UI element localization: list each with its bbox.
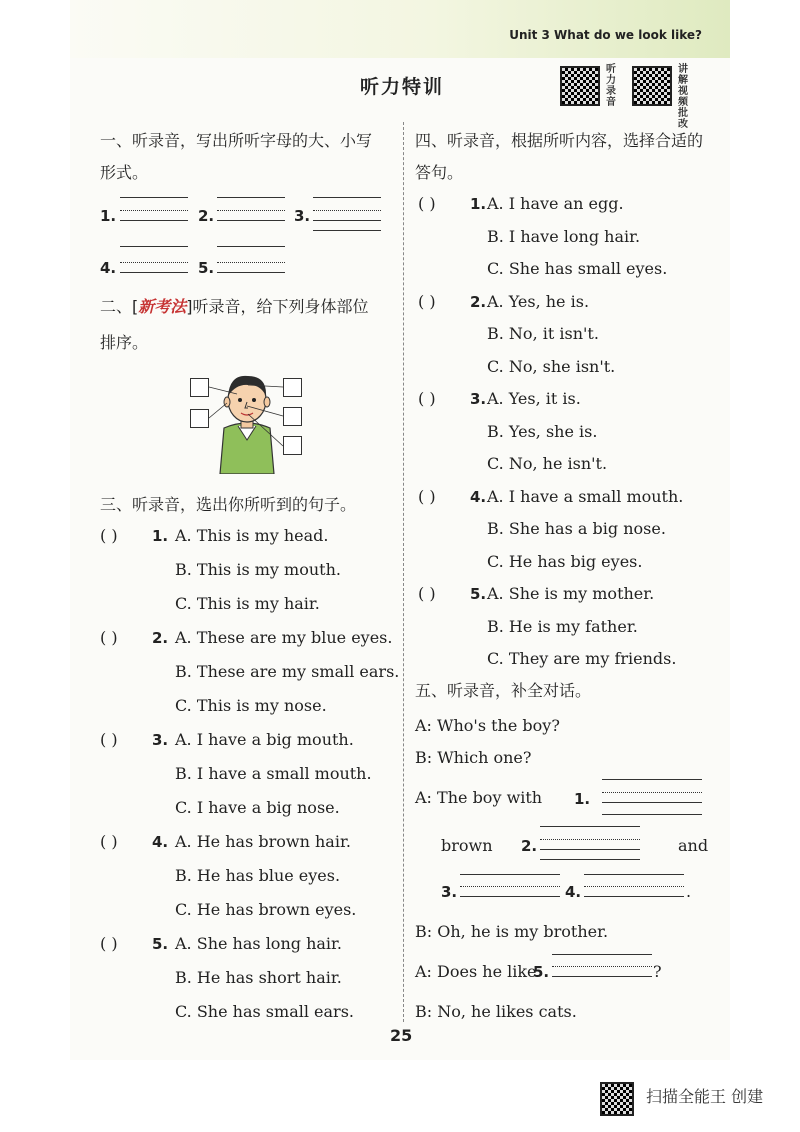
answer-line[interactable]	[120, 246, 188, 247]
sec3-option: C. She has small ears.	[175, 1002, 354, 1021]
answer-line[interactable]	[313, 197, 381, 198]
blank-number-1: 1.	[574, 790, 591, 808]
page-title: 听力特训	[360, 76, 445, 98]
answer-line[interactable]	[120, 210, 188, 211]
section-1-title-cont: 形式。	[100, 163, 149, 182]
letter-item-1: 1.	[100, 207, 117, 225]
sec4-option: A. Yes, it is.	[487, 389, 581, 408]
section-2-title-cont: 排序。	[100, 333, 149, 352]
sec4-option: B. Yes, she is.	[487, 421, 598, 441]
sec4-answer-paren[interactable]: ( )	[418, 194, 436, 213]
order-box[interactable]	[190, 409, 209, 428]
sec4-option: B. No, it isn't.	[487, 324, 599, 343]
sec4-question-number: 1.	[470, 195, 487, 213]
sec3-option: A. He has brown hair.	[175, 832, 351, 851]
section-1-title: 一、听录音，写出所听字母的大、小写	[100, 131, 373, 150]
new-method-tag: 新考法	[138, 297, 187, 316]
section-4-title-cont: 答句。	[415, 163, 464, 182]
dialog-word-brown: brown	[441, 836, 493, 855]
blank-number-5: 5.	[533, 963, 550, 981]
answer-line[interactable]	[217, 210, 285, 211]
dialog-line-7: A: Does he like	[415, 962, 537, 981]
sec4-option: A. She is my mother.	[487, 584, 655, 603]
sec4-option: B. He is my father.	[487, 616, 638, 636]
sec4-option: C. He has big eyes.	[487, 551, 643, 571]
answer-line[interactable]	[552, 954, 652, 955]
order-box[interactable]	[283, 407, 302, 426]
sec3-question-number: 1.	[152, 527, 169, 545]
order-box[interactable]	[283, 378, 302, 397]
letter-item-3: 3.	[294, 207, 311, 225]
section-2-title-text: ]听录音，给下列身体部位	[186, 297, 369, 316]
sec3-option: B. These are my small ears.	[175, 662, 400, 681]
sec3-option: C. He has brown eyes.	[175, 900, 357, 919]
answer-line[interactable]	[540, 849, 640, 850]
sec4-option: A. I have an egg.	[487, 194, 624, 213]
answer-line[interactable]	[584, 886, 684, 887]
sec4-question-number: 4.	[470, 487, 487, 506]
answer-line[interactable]	[460, 886, 560, 887]
sec4-question-number: 2.	[470, 292, 487, 311]
dialog-word-and: and	[678, 836, 709, 855]
answer-line[interactable]	[120, 272, 188, 273]
answer-line[interactable]	[540, 859, 640, 860]
sec3-option: B. He has blue eyes.	[175, 866, 341, 885]
answer-line[interactable]	[584, 874, 684, 875]
answer-line[interactable]	[217, 272, 285, 273]
scanner-footer: 扫描全能王 创建	[646, 1087, 764, 1106]
section-3-title: 三、听录音，选出你所听到的句子。	[100, 495, 357, 514]
sec3-option: C. This is my hair.	[175, 594, 320, 613]
sec4-answer-paren[interactable]: ( )	[418, 291, 436, 311]
answer-line[interactable]	[120, 220, 188, 221]
scanner-qr-icon	[600, 1082, 634, 1116]
page-number: 25	[390, 1026, 413, 1045]
sec4-option: B. I have long hair.	[487, 226, 641, 246]
dialog-line-8: B: No, he likes cats.	[415, 1002, 577, 1021]
sec3-answer-paren[interactable]: ( )	[100, 934, 118, 953]
sec3-option: C. This is my nose.	[175, 696, 327, 715]
sec3-option: C. I have a big nose.	[175, 798, 340, 817]
order-box[interactable]	[190, 378, 209, 397]
column-divider	[403, 122, 404, 1022]
sec4-answer-paren[interactable]: ( )	[418, 389, 436, 408]
sec4-answer-paren[interactable]: ( )	[418, 584, 436, 603]
qr-code-video[interactable]	[632, 66, 672, 106]
sec4-option: C. They are my friends.	[487, 649, 677, 668]
sec3-question-number: 2.	[152, 629, 169, 647]
answer-line[interactable]	[602, 802, 702, 803]
sec4-option: A. Yes, he is.	[487, 291, 590, 311]
qr-caption-video: 讲解视频批改	[678, 64, 688, 130]
dialog-question-mark: ?	[653, 962, 662, 981]
qr-code-listening[interactable]	[560, 66, 600, 106]
sec4-option: C. No, he isn't.	[487, 454, 608, 473]
dialog-period: .	[686, 882, 692, 901]
dialog-line-6: B: Oh, he is my brother.	[415, 922, 609, 941]
sec3-option: A. She has long hair.	[175, 934, 343, 953]
letter-item-2: 2.	[198, 207, 215, 225]
sec4-option: A. I have a small mouth.	[487, 486, 684, 506]
answer-line[interactable]	[217, 246, 285, 247]
qr-caption-listening: 听力录音	[606, 64, 616, 108]
sec3-option: B. He has short hair.	[175, 968, 342, 987]
sec4-option: B. She has a big nose.	[487, 519, 666, 538]
sec4-question-number: 5.	[470, 585, 487, 603]
sec3-question-number: 5.	[152, 935, 169, 953]
blank-number-4: 4.	[565, 883, 582, 901]
sec3-question-number: 4.	[152, 833, 169, 851]
answer-line[interactable]	[313, 210, 381, 211]
answer-line[interactable]	[217, 220, 285, 221]
unit-label: Unit 3 What do we look like?	[509, 28, 702, 42]
answer-line[interactable]	[217, 197, 285, 198]
answer-line[interactable]	[120, 197, 188, 198]
sec4-question-number: 3.	[470, 390, 487, 408]
sec3-option: B. This is my mouth.	[175, 560, 341, 579]
answer-line[interactable]	[602, 792, 702, 793]
section-2-title	[100, 292, 369, 322]
answer-line[interactable]	[602, 814, 702, 815]
answer-line[interactable]	[460, 896, 560, 897]
dialog-line-1: A: Who's the boy?	[415, 716, 560, 735]
answer-line[interactable]	[584, 896, 684, 897]
answer-line[interactable]	[217, 262, 285, 263]
answer-line[interactable]	[552, 976, 652, 977]
bracket-open: 二、[	[100, 297, 139, 316]
sec3-answer-paren[interactable]: ( )	[100, 730, 118, 749]
letter-item-5: 5.	[198, 259, 215, 277]
section-5-title: 五、听录音，补全对话。	[415, 681, 592, 700]
letter-item-4: 4.	[100, 259, 117, 277]
sec3-answer-paren[interactable]: ( )	[100, 628, 118, 647]
sec3-question-number: 3.	[152, 731, 169, 749]
blank-number-2: 2.	[521, 837, 538, 855]
answer-line[interactable]	[313, 220, 381, 221]
sec3-option: A. I have a big mouth.	[175, 730, 354, 749]
sec3-answer-paren[interactable]: ( )	[100, 526, 118, 545]
sec4-option: C. She has small eyes.	[487, 259, 668, 278]
answer-line[interactable]	[460, 874, 560, 875]
answer-line[interactable]	[602, 779, 702, 780]
sec3-option: A. These are my blue eyes.	[175, 628, 393, 647]
sec3-answer-paren[interactable]: ( )	[100, 832, 118, 851]
blank-number-3: 3.	[441, 883, 458, 901]
sec3-option: A. This is my head.	[175, 526, 329, 545]
boy-figure	[190, 370, 304, 474]
answer-line[interactable]	[540, 826, 640, 827]
answer-line[interactable]	[313, 230, 381, 231]
section-4-title: 四、听录音，根据所听内容，选择合适的	[415, 131, 704, 150]
sec3-option: B. I have a small mouth.	[175, 764, 372, 783]
answer-line[interactable]	[552, 966, 652, 967]
dialog-line-3: A: The boy with	[415, 788, 543, 807]
sec4-option: C. No, she isn't.	[487, 356, 616, 376]
answer-line[interactable]	[120, 262, 188, 263]
dialog-line-2: B: Which one?	[415, 748, 532, 767]
answer-line[interactable]	[540, 839, 640, 840]
sec4-answer-paren[interactable]: ( )	[418, 486, 436, 506]
order-box[interactable]	[283, 436, 302, 455]
